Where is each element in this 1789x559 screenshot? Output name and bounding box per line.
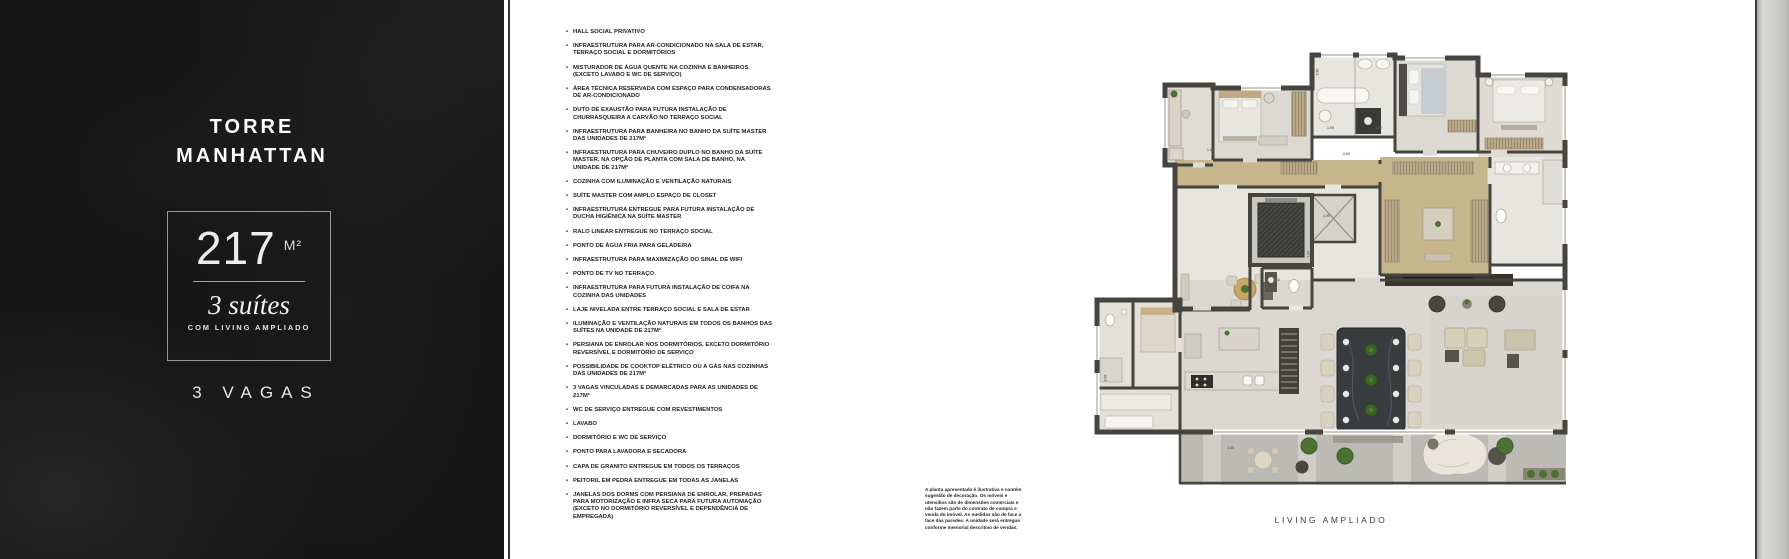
dimension-label: 2.94 — [1343, 152, 1350, 156]
floor-plan-svg — [1093, 28, 1569, 498]
feature-item: • DUTO DE EXAUSTÃO PARA FUTURA INSTALAÇÃO DE CHURRASQUEIRA A CARVÃO NO TERRAÇO SOCIAL — [566, 107, 773, 121]
floor-plan — [1093, 28, 1569, 533]
feature-item: • WC DE SERVIÇO ENTREGUE COM REVESTIMENTOS — [566, 407, 773, 414]
feature-item: • INFRAESTRUTURA PARA CHUVEIRO DUPLO NO BANHO DA SUÍTE MASTER, NA OPÇÃO DE PLANTA COM SALA DE BANHO, NA UNIDADE DE 217M² — [566, 150, 773, 172]
brand-panel — [0, 0, 504, 559]
dimension-label: 1.42 — [1306, 250, 1311, 258]
dimension-label: 1.05 — [1327, 126, 1334, 130]
feature-item: • ILUMINAÇÃO E VENTILAÇÃO NATURAIS EM TODOS OS BANHOS DAS SUÍTES NA UNIDADE DE 217M² — [566, 321, 773, 335]
dimension-label: 1.20 — [1375, 126, 1382, 130]
feature-list — [566, 29, 773, 528]
feature-item: • INFRAESTRUTURA PARA MAXIMIZAÇÃO DO SINAL DE WIFI — [566, 257, 773, 264]
feature-item: • SUÍTE MASTER COM AMPLO ESPAÇO DE CLOSET — [566, 193, 773, 200]
dimension-label: 2.05 — [1103, 374, 1108, 382]
legal-disclaimer: A planta apresentada é ilustrativa e contém sugestão de decoração. Os móveis e utensílios são de dimensões comerciais e não fazem parte do contrato de compra e venda do imóvel. As medidas são de face a face das paredes. A unidade será entregue conforme memorial descritivo de vendas. — [925, 487, 1022, 530]
feature-item: • CAPA DE GRANITO ENTREGUE EM TODOS OS TERRAÇOS — [566, 464, 773, 471]
feature-item: • PEITORIL EM PEDRA ENTREGUE EM TODAS AS JANELAS — [566, 478, 773, 485]
tower-title — [0, 113, 504, 171]
feature-item: • COZINHA COM ILUMINAÇÃO E VENTILAÇÃO NATURAIS — [566, 179, 773, 186]
feature-item: • POSSIBILIDADE DE COOKTOP ELÉTRICO OU A GÁS NAS COZINHAS DAS UNIDADES DE 217M² — [566, 364, 773, 378]
tower-title-line2: MANHATTAN — [176, 145, 328, 167]
suites-label: 3 suítes — [208, 290, 290, 320]
feature-item: • PERSIANA DE ENROLAR NOS DORMITÓRIOS, EXCETO DORMITÓRIO REVERSÍVEL E DORMITÓRIO DE SERVIÇO — [566, 342, 773, 356]
parking-label: 3 VAGAS — [192, 383, 320, 402]
tower-title-line1: TORRE — [209, 116, 295, 138]
dimension-label: 1.50 — [1323, 214, 1330, 218]
feature-item: • ÁREA TÉCNICA RESERVADA COM ESPAÇO PARA CONDENSADORAS DE AR-CONDICIONADO — [566, 86, 773, 100]
feature-item: • 3 VAGAS VINCULADAS E DEMARCADAS PARA AS UNIDADES DE 217M² — [566, 385, 773, 399]
feature-item: • INFRAESTRUTURA PARA FUTURA INSTALAÇÃO DE COIFA NA COZINHA DAS UNIDADES — [566, 285, 773, 299]
dimension-label: 1.31 — [1207, 148, 1214, 152]
unit-area — [168, 224, 330, 272]
feature-item: • INFRAESTRUTURA PARA AR-CONDICIONADO NA SALA DE ESTAR, TERRAÇO SOCIAL E DORMITÓRIOS — [566, 43, 773, 57]
feature-item: • PONTO DE ÁGUA FRIA PARA GELADEIRA — [566, 243, 773, 250]
feature-item: • MISTURADOR DE ÁGUA QUENTE NA COZINHA E BANHEIROS (EXCETO LAVABO E WC DE SERVIÇO) — [566, 65, 773, 79]
panel-divider-rule — [508, 0, 510, 559]
feature-item: • JANELAS DOS DORMS COM PERSIANA DE ENROLAR, PREPADAS PARA MOTORIZAÇÃO E INFRA SECA PARA FUTURA AUTOMAÇÃO (EXCETO NO DORMITÓRIO REVERSÍVEL E DEPENDÊNCIA DE EMPREGADA) — [566, 492, 773, 521]
feature-item: • RALO LINEAR ENTREGUE NO TERRAÇO SOCIAL — [566, 229, 773, 236]
feature-item: • HALL SOCIAL PRIVATIVO — [566, 29, 773, 36]
area-unit: M² — [283, 237, 303, 253]
feature-item: • INFRAESTRUTURA ENTREGUE PARA FUTURA INSTALAÇÃO DE DUCHA HIGIÊNICA NA SUÍTE MASTER — [566, 207, 773, 221]
page-edge — [1755, 0, 1789, 559]
suites-sublabel: COM LIVING AMPLIADO — [187, 323, 311, 332]
feature-item: • INFRAESTRUTURA PARA BANHEIRA NO BANHO DA SUÍTE MASTER DAS UNIDADES DE 217M² — [566, 129, 773, 143]
feature-item: • PONTO DE TV NO TERRAÇO — [566, 271, 773, 278]
spec-box — [167, 211, 331, 361]
feature-item: • PONTO PARA LAVADORA E SECADORA — [566, 449, 773, 456]
master-suite — [1485, 78, 1553, 149]
plan-caption: LIVING AMPLIADO — [1274, 515, 1388, 525]
feature-item: • LAVABO — [566, 421, 773, 428]
feature-item: • DORMITÓRIO E WC DE SERVIÇO — [566, 435, 773, 442]
feature-item: • LAJE NIVELADA ENTRE TERRAÇO SOCIAL E SALA DE ESTAR — [566, 307, 773, 314]
technical-shaft — [1312, 195, 1355, 242]
area-value: 217 — [195, 222, 276, 274]
elevator-shaft — [1250, 195, 1312, 265]
spec-divider — [193, 281, 305, 282]
dimension-label: 1.52 — [1273, 278, 1280, 282]
dimension-label: 2.40 — [1227, 446, 1234, 450]
dimension-label: 2.90 — [1315, 68, 1320, 76]
